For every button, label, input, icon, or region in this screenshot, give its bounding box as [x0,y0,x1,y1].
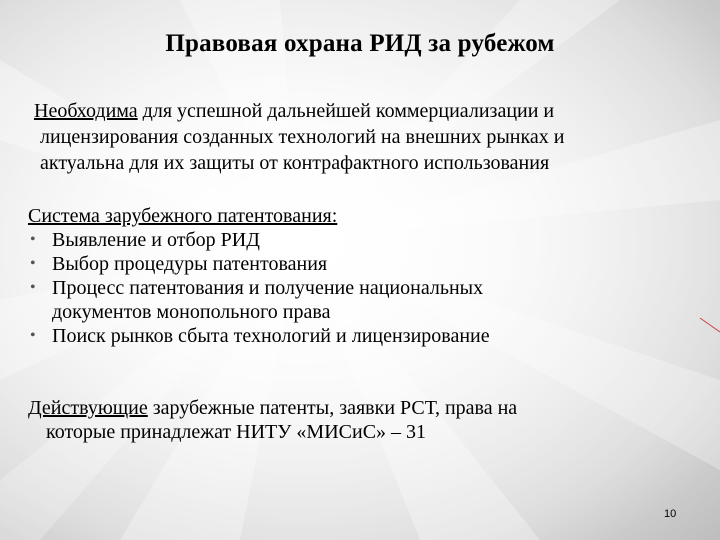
list-item: • Выявление и отбор РИД [30,229,260,251]
intro-line-1-rest: для успешной дальнейшей коммерциализации и [137,100,555,122]
patents-underlined-word: Действующие [28,397,148,419]
system-heading: Система зарубежного патентования: [28,205,338,227]
list-item: • Выбор процедуры патентования [30,253,328,275]
bullet-icon: • [30,231,36,248]
intro-line-1 [34,98,698,124]
intro-underlined-word: Необходима [34,100,138,122]
intro-paragraph [34,98,698,176]
list-item: • Процесс патентования и получение национальных документов монопольного права [30,277,484,323]
bullet-icon: • [30,255,36,272]
patents-line-1 [28,396,698,420]
system-section [28,204,698,348]
slide-title: Правовая охрана РИД за рубежом [165,30,555,57]
intro-line-2: лицензирования созданных технологий на внешних рынках и [40,126,565,148]
patents-paragraph [28,396,698,444]
intro-line-3: актуальна для их защиты от контрафактного использования [40,152,550,174]
patents-line-1-rest: зарубежные патенты, заявки РСТ, права на [147,397,518,419]
list-item: • Поиск рынков сбыта технологий и лицензирование [30,325,490,347]
system-list [28,228,698,348]
page-number: 10 [664,508,677,520]
patents-line-2: которые принадлежат НИТУ «МИСиС» – 31 [46,421,427,443]
bullet-icon: • [30,327,36,344]
bullet-icon: • [30,279,36,296]
